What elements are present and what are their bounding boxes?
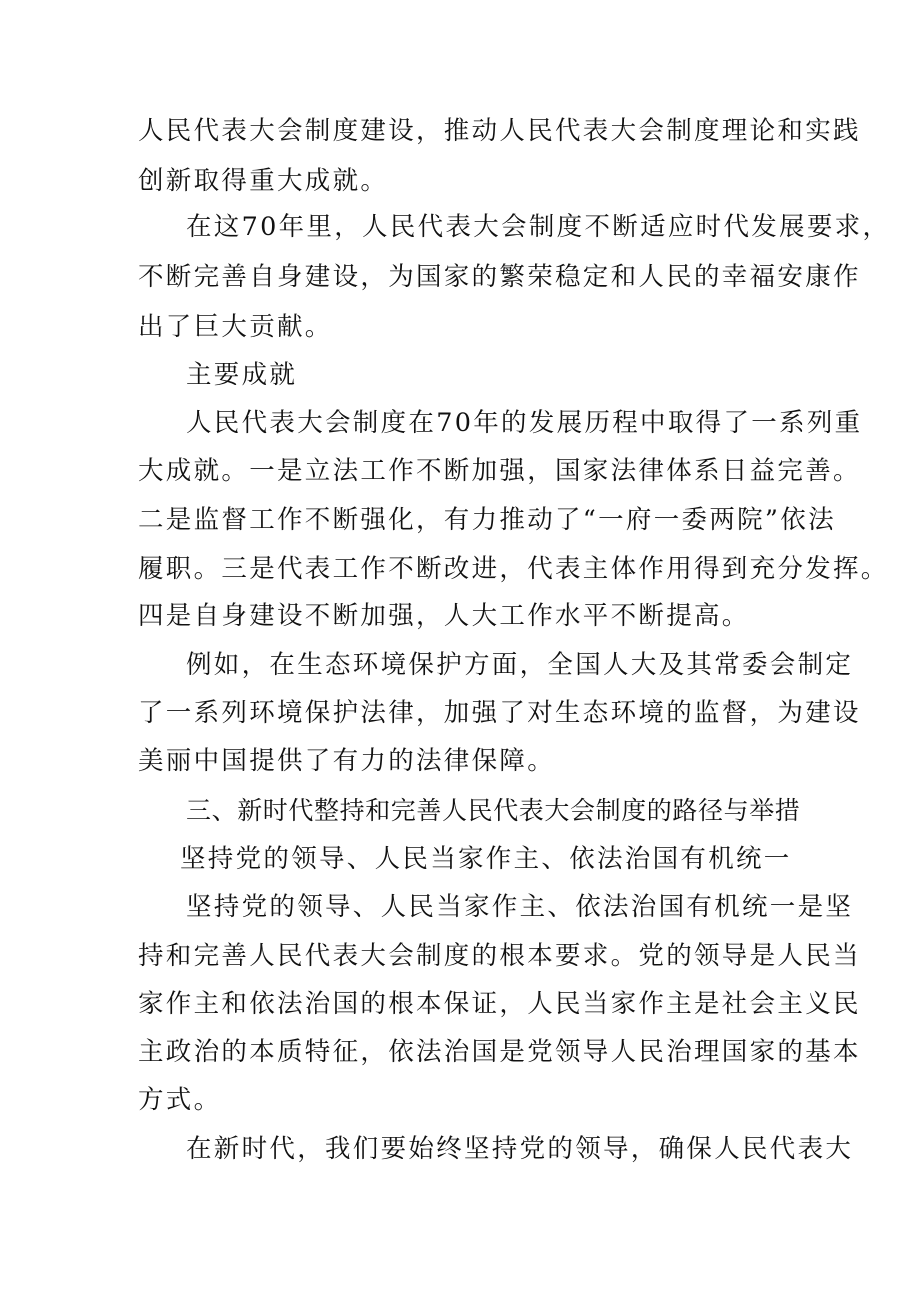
body-text-line: 家作主和依法治国的根本保证，人民当家作主是社会主义民 <box>138 989 861 1019</box>
paragraph-start-line: 在这70年里，人民代表大会制度不断适应时代发展要求， <box>186 212 891 242</box>
section-heading: 三、新时代整持和完善人民代表大会制度的路径与举措 <box>186 796 801 825</box>
body-text-line: 美丽中国提供了有力的法律保障。 <box>138 746 556 776</box>
body-text-line: 创新取得重大成就。 <box>138 166 389 196</box>
body-text-line: 人民代表大会制度建设，推动人民代表大会制度理论和实践 <box>138 116 861 146</box>
body-text-line: 不断完善自身建设，为国家的繁荣稳定和人民的幸福安康作 <box>138 262 861 292</box>
paragraph-start-line: 人民代表大会制度在70年的发展历程中取得了一系列重 <box>186 408 863 438</box>
body-text-line: 主政治的本质特征，依法治国是党领导人民治理国家的基本 <box>138 1037 861 1067</box>
paragraph-start-line: 坚持党的领导、人民当家作主、依法治国有机统一是坚 <box>186 892 854 922</box>
paragraph-start-line: 在新时代，我们要始终坚持党的领导，确保人民代表大 <box>186 1134 854 1164</box>
body-text-line: 二是监督工作不断强化，有力推动了“一府一委两院”依法 <box>138 505 836 535</box>
body-text-line: 履职。三是代表工作不断改进，代表主体作用得到充分发挥。 <box>138 554 889 584</box>
section-subtitle: 坚持党的领导、人民当家作主、依法治国有机统一 <box>180 844 792 874</box>
body-text-line: 了一系列环境保护法律，加强了对生态环境的监督，为建设 <box>138 698 861 728</box>
section-subtitle: 主要成就 <box>186 360 298 390</box>
body-text-line: 四是自身建设不断加强，人大工作水平不断提高。 <box>138 601 750 631</box>
paragraph-start-line: 例如，在生态环境保护方面，全国人大及其常委会制定 <box>186 650 854 680</box>
body-text-line: 持和完善人民代表大会制度的根本要求。党的领导是人民当 <box>138 941 861 971</box>
body-text-line: 方式。 <box>138 1085 222 1115</box>
body-text-line: 大成就。一是立法工作不断加强，国家法律体系日益完善。 <box>138 456 861 486</box>
body-text-line: 出了巨大贡献。 <box>138 312 333 342</box>
